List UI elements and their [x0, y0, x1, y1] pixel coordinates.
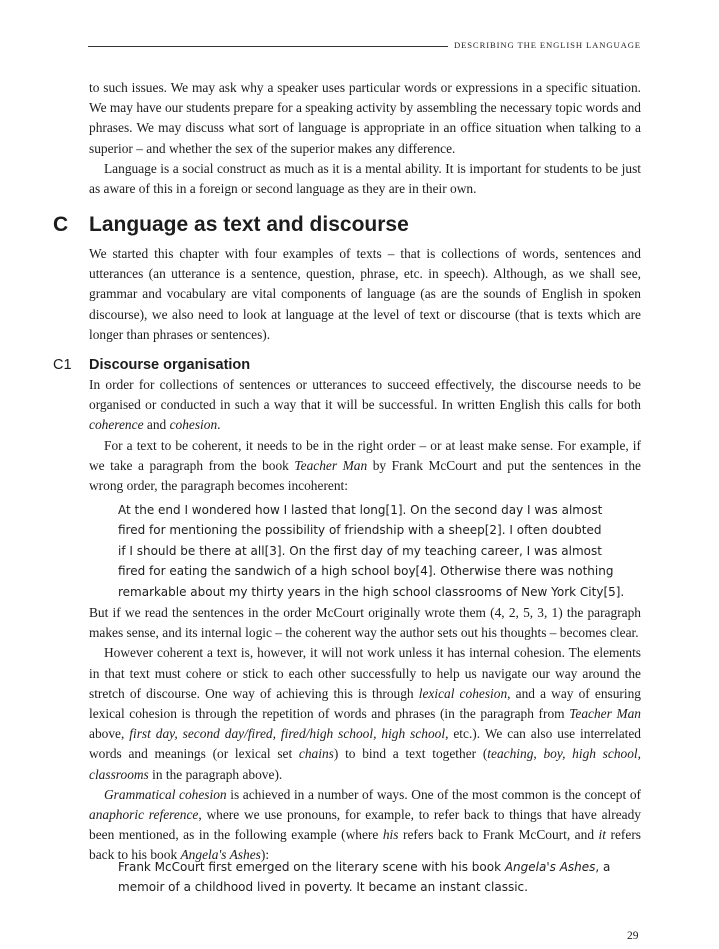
intro-paragraph: Language is a social construct as much as it is a mental ability. It is important for students to be just as aware of this in a foreign or second language as they are in their own.	[89, 160, 641, 197]
quote-line: At the end I wondered how I lasted that long[1]. On the second day I was almost	[118, 503, 603, 517]
body-paragraph: Grammatical cohesion is achieved in a number of ways. One of the most common is the concept of anaphoric reference, where we use pronouns, for example, to refer back to things that have already been mentioned, as in the following example (where his refers back to Frank McCourt, and it refers back to his book Angela's Ashes):	[89, 786, 641, 863]
page-number: 29	[627, 930, 639, 942]
body-paragraph: However coherent a text is, however, it will not work unless it has internal cohesion. The elements in that text must cohere or stick to each other successfully to help us navigate our way around the stretch of discourse. One way of achieving this is through lexical cohesion, and a way of ensuring lexical cohesion is through the repetition of words and phrases (in the paragraph from Teacher Man above, first day, second day/fired, fired/high school, high school, etc.). We can also use interrelated words and meanings (or lexical set chains) to bind a text together (teaching, boy, high school, classrooms in the paragraph above).	[89, 645, 642, 782]
section-title: Language as text and discourse	[89, 213, 409, 236]
quote-line: memoir of a childhood lived in poverty. It became an instant classic.	[118, 880, 528, 895]
italic-term: it	[598, 827, 606, 843]
quote-line: fired for eating the sandwich of a high school boy[4]. Otherwise there was nothing	[118, 564, 614, 579]
quote-line: if I should be there at all[3]. On the first day of my teaching career, I was almost	[118, 543, 602, 558]
italic-term: Angela's Ashes	[180, 847, 261, 863]
italic-term: chains	[298, 746, 334, 762]
c1-block-1	[89, 375, 641, 496]
subsection-number: C1	[53, 357, 72, 373]
header-rule	[88, 46, 448, 47]
running-head: DESCRIBING THE ENGLISH LANGUAGE	[454, 40, 641, 50]
italic-term: Angela's Ashes	[504, 860, 596, 874]
body-paragraph: But if we read the sentences in the order McCourt originally wrote them (4, 2, 5, 3, 1) the paragraph makes sense, and its internal logic – the coherent way the author sets out his thoughts – becomes clear.	[89, 605, 641, 641]
quote-line: Frank McCourt first emerged on the literary scene with his book Angela's Ashes, a	[118, 860, 611, 874]
quote-incoherent	[118, 500, 628, 602]
italic-term: lexical cohesion	[418, 685, 508, 701]
c1-block-2	[89, 603, 641, 866]
italic-term: anaphoric reference	[89, 807, 199, 823]
intro-paragraph: to such issues. We may ask why a speaker uses particular words or expressions in a specific situation. We may have our students prepare for a speaking activity by assembling the necessary topic words and phrases. We may discuss what sort of language is appropriate in an office situation when talking to a superior – and whether the sex of the superior makes any difference.	[89, 80, 641, 156]
italic-term: Teacher Man	[569, 706, 641, 722]
italic-term: teaching, boy, high school, classrooms	[89, 746, 641, 782]
body-paragraph: For a text to be coherent, it needs to be in the right order – or at least make sense. For example, if we take a paragraph from the book Teacher Man by Frank McCourt and put the sentences in the wrong order, the paragraph becomes incoherent:	[89, 437, 641, 494]
body-paragraph: In order for collections of sentences or utterances to succeed effectively, the discourse needs to be organised or conducted in such a way that it will be successful. In written English this calls for both coherence and cohesion.	[89, 377, 641, 433]
italic-term: his	[382, 827, 399, 843]
quote-line: remarkable about my thirty years in the high school classrooms of New York City[5].	[118, 584, 625, 599]
quote-line: fired for mentioning the possibility of friendship with a sheep[2]. I often doubted	[118, 523, 602, 538]
italic-term: cohesion	[169, 417, 218, 433]
italic-term: Grammatical cohesion	[104, 786, 227, 802]
section-paragraph: We started this chapter with four examples of texts – that is collections of words, sentences and utterances (an utterance is a sentence, question, phrase, etc. in speech). Although, as we shall see, grammar and vocabulary are vital components of language (as are the sounds of English in spoken discourse), we also need to look at language at the level of text or discourse (that is texts which are longer than phrases or sentences).	[89, 246, 641, 342]
italic-term: Teacher Man	[294, 457, 368, 473]
italic-term: coherence	[89, 417, 144, 433]
section-letter: C	[53, 213, 69, 236]
intro-block	[89, 78, 641, 199]
section-intro-block	[89, 244, 641, 345]
subsection-title: Discourse organisation	[89, 357, 251, 373]
italic-term: first day, second day/fired, fired/high school, high school	[129, 726, 446, 742]
quote-cohesion	[118, 857, 628, 898]
